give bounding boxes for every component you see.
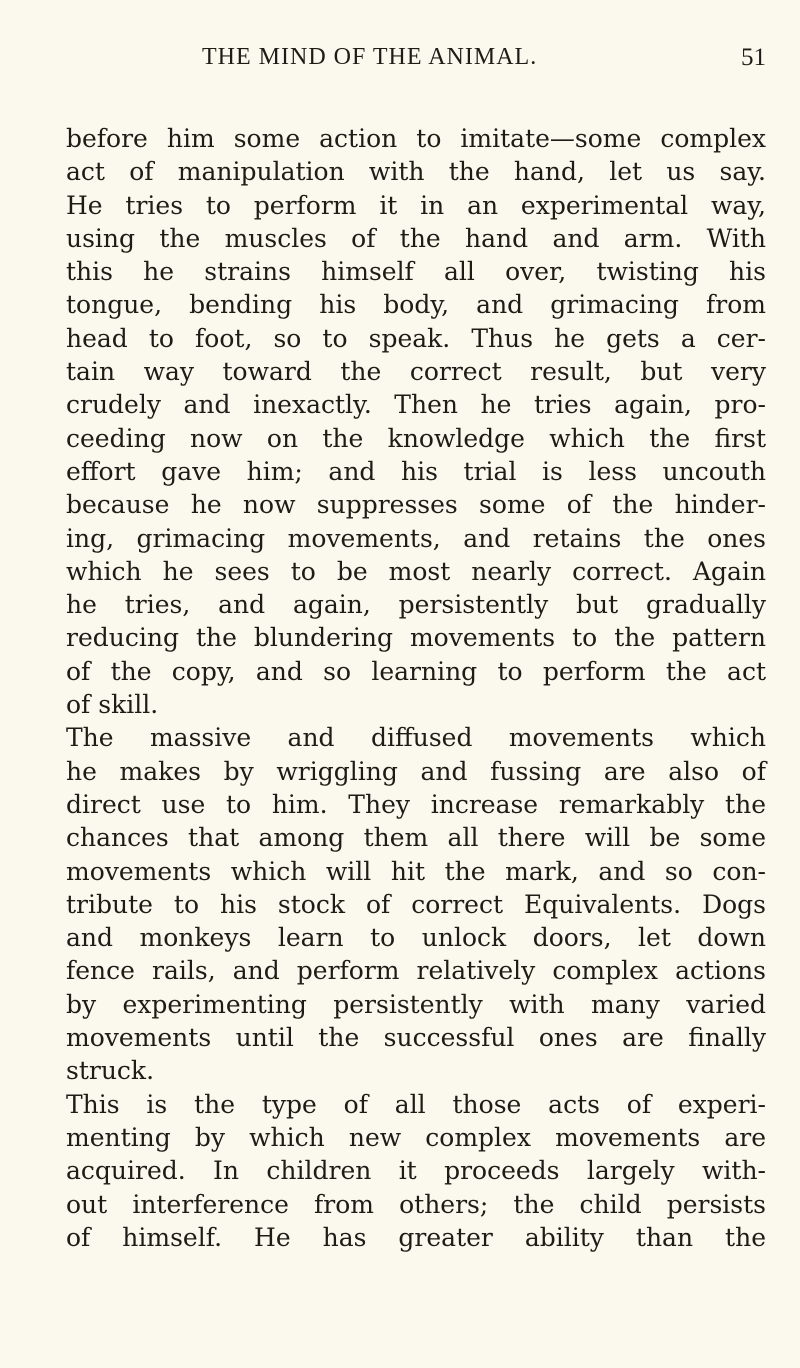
text-line: using the muscles of the hand and arm. With (66, 223, 766, 253)
text-line: he tries, and again, persistently but gradually (66, 590, 766, 620)
text-line: reducing the blundering movements to the pattern (66, 623, 766, 653)
text-line: ceeding now on the knowledge which the first (66, 423, 766, 453)
text-line: movements until the successful ones are finally (66, 1023, 766, 1053)
text-line: acquired. In children it proceeds largely with- (66, 1156, 766, 1186)
text-line: crudely and inexactly. Then he tries again, pro- (66, 390, 766, 420)
running-head-title: THE MIND OF THE ANIMAL. (202, 44, 538, 70)
text-line: head to foot, so to speak. Thus he gets a cer- (66, 323, 766, 353)
book-page (66, 44, 766, 1254)
text-line: which he sees to be most nearly correct. Again (66, 556, 766, 586)
text-line: direct use to him. They increase remarkably the (66, 789, 766, 819)
text-line: chances that among them all there will be some (66, 823, 766, 853)
text-line: He tries to perform it in an experimental way, (66, 190, 766, 220)
page-number: 51 (741, 44, 766, 71)
text-line: because he now suppresses some of the hinder- (66, 490, 766, 520)
text-line: struck. (66, 1056, 155, 1086)
body-text (66, 122, 766, 1254)
text-line: fence rails, and perform relatively complex actions (66, 956, 766, 986)
text-line: of the copy, and so learning to perform the act (66, 656, 766, 686)
text-line: The massive and diffused movements which (66, 723, 766, 753)
text-line: of skill. (66, 690, 159, 720)
text-line: tongue, bending his body, and grimacing from (66, 290, 766, 320)
text-line: of himself. He has greater ability than the (66, 1222, 766, 1252)
text-line: before him some action to imitate—some complex (66, 124, 766, 153)
running-head (66, 44, 766, 84)
text-line: he makes by wriggling and fussing are also of (66, 756, 766, 786)
text-line: effort gave him; and his trial is less uncouth (66, 456, 766, 486)
text-line: tain way toward the correct result, but very (66, 357, 766, 387)
text-line: ing, grimacing movements, and retains the ones (66, 523, 766, 553)
text-line: act of manipulation with the hand, let us say. (66, 157, 766, 187)
text-line: This is the type of all those acts of experi- (66, 1089, 766, 1119)
text-line: by experimenting persistently with many varied (66, 989, 766, 1019)
text-line: out interference from others; the child persists (66, 1189, 766, 1219)
text-line: menting by which new complex movements are (66, 1122, 766, 1152)
text-line: tribute to his stock of correct Equivalents. Dogs (66, 889, 766, 919)
text-line: and monkeys learn to unlock doors, let down (66, 923, 766, 953)
text-line: this he strains himself all over, twisting his (66, 257, 766, 287)
text-line: movements which will hit the mark, and so con- (66, 856, 766, 886)
